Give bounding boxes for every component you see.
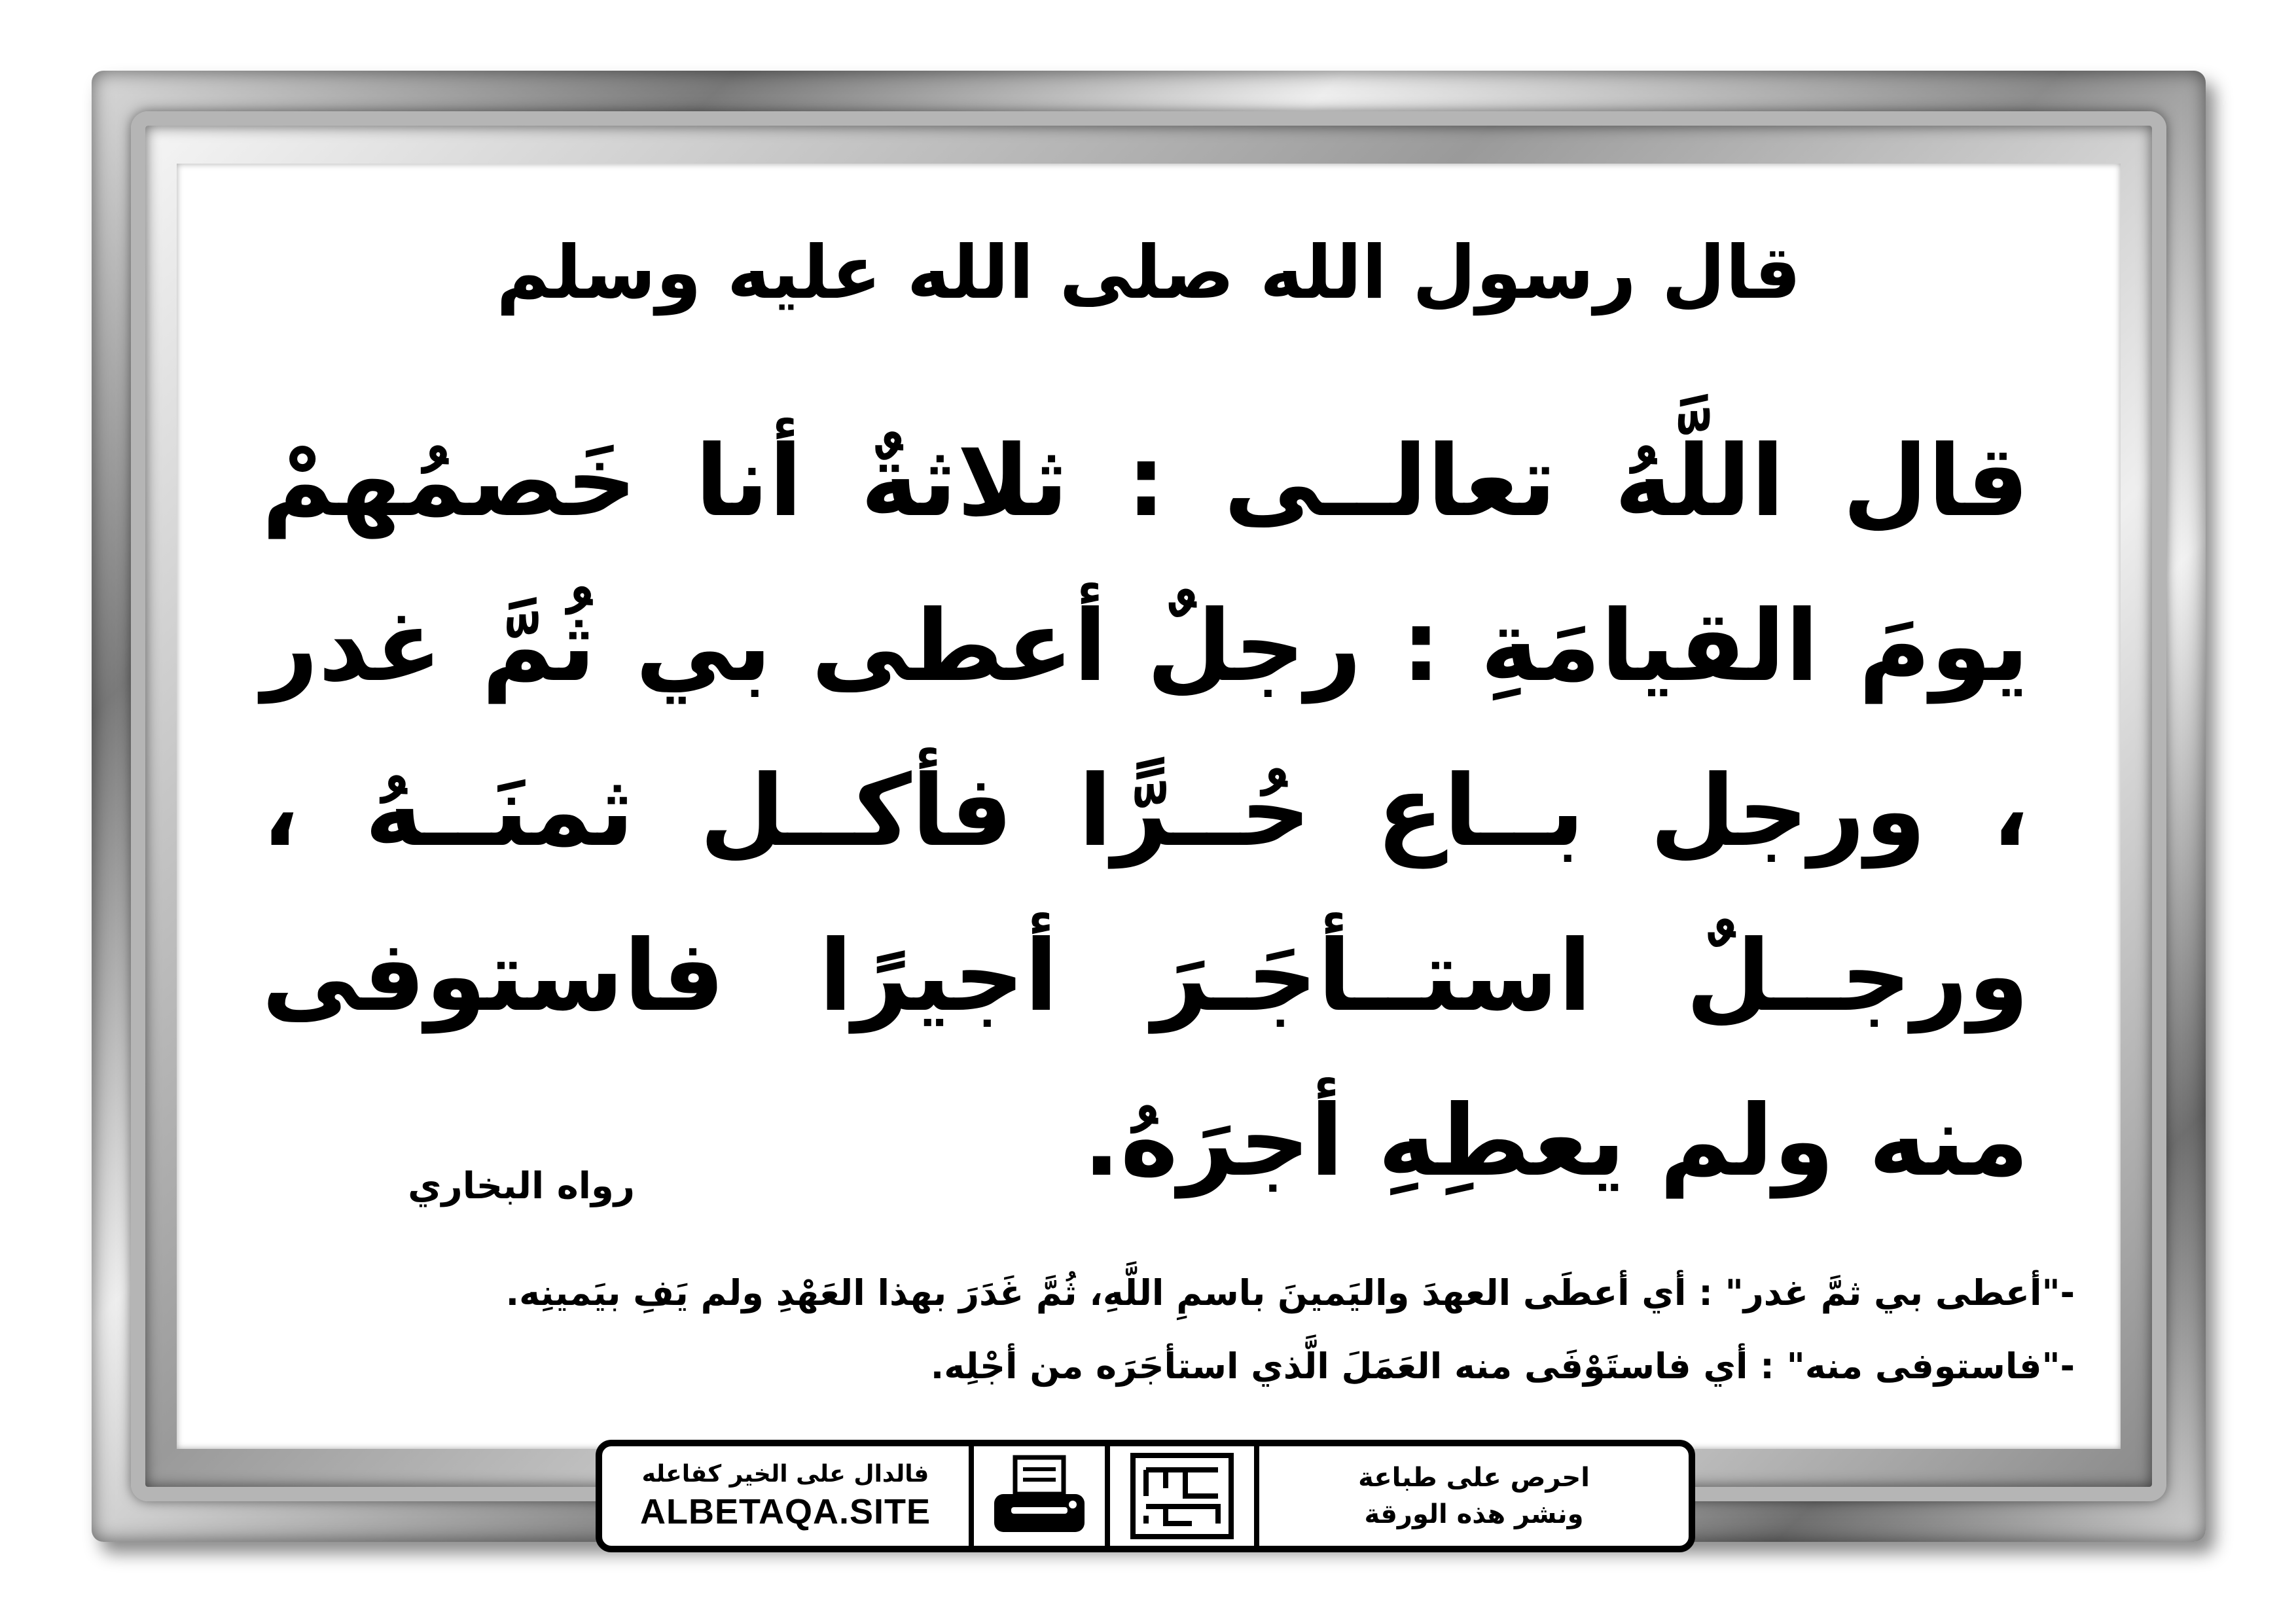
site-box <box>602 1446 974 1546</box>
logo-mark <box>1126 1450 1238 1542</box>
note-line: -"أعطى بي ثمَّ غدر" : أي أعطَى العهدَ واليَمينَ باسمِ اللَّهِ، ثُمَّ غَدَرَ بهذا العَهْدِ ولم يَفِ بيَمينِه. <box>505 1272 2075 1313</box>
urge-line-2: ونشر هذه الورقة <box>1364 1499 1584 1529</box>
urge-box <box>1259 1446 1689 1546</box>
narrator-attribution: رواه البخاري <box>408 1165 635 1207</box>
footer-banner <box>596 1440 1695 1552</box>
note-line: -"فاستوفى منه" : أي فاستَوْفَى منه العَمَلَ الَّذي استأجَرَه من أجْلِه. <box>930 1346 2075 1387</box>
site-url[interactable]: ALBETAQA.SITE <box>640 1491 931 1531</box>
hadith-text: قال اللَّهُ تعالــى : ثلاثةٌ أنا خَصمُهمْ يومَ القيامَةِ : رجلٌ أعطى بي ثُمَّ غدر ، ورجل بــاع حُــرًّا فأكــل ثمنَــهُ ، ورجــلٌ استــأجَـرَ أجيرًا فاستوفى منه ولم يعطِهِ أجرَهُ. <box>262 425 2029 1198</box>
logo-box <box>1110 1446 1259 1546</box>
printer-box <box>974 1446 1110 1546</box>
notes-block <box>229 1257 2075 1403</box>
urge-line-1: احرص على طباعة <box>1358 1463 1590 1493</box>
content-panel <box>177 164 2121 1531</box>
printer-icon <box>990 1454 1088 1539</box>
site-caption: فالدال على الخير كفاعله <box>641 1460 929 1488</box>
page-heading: قال رسول الله صلى الله عليه وسلم <box>496 230 1801 315</box>
